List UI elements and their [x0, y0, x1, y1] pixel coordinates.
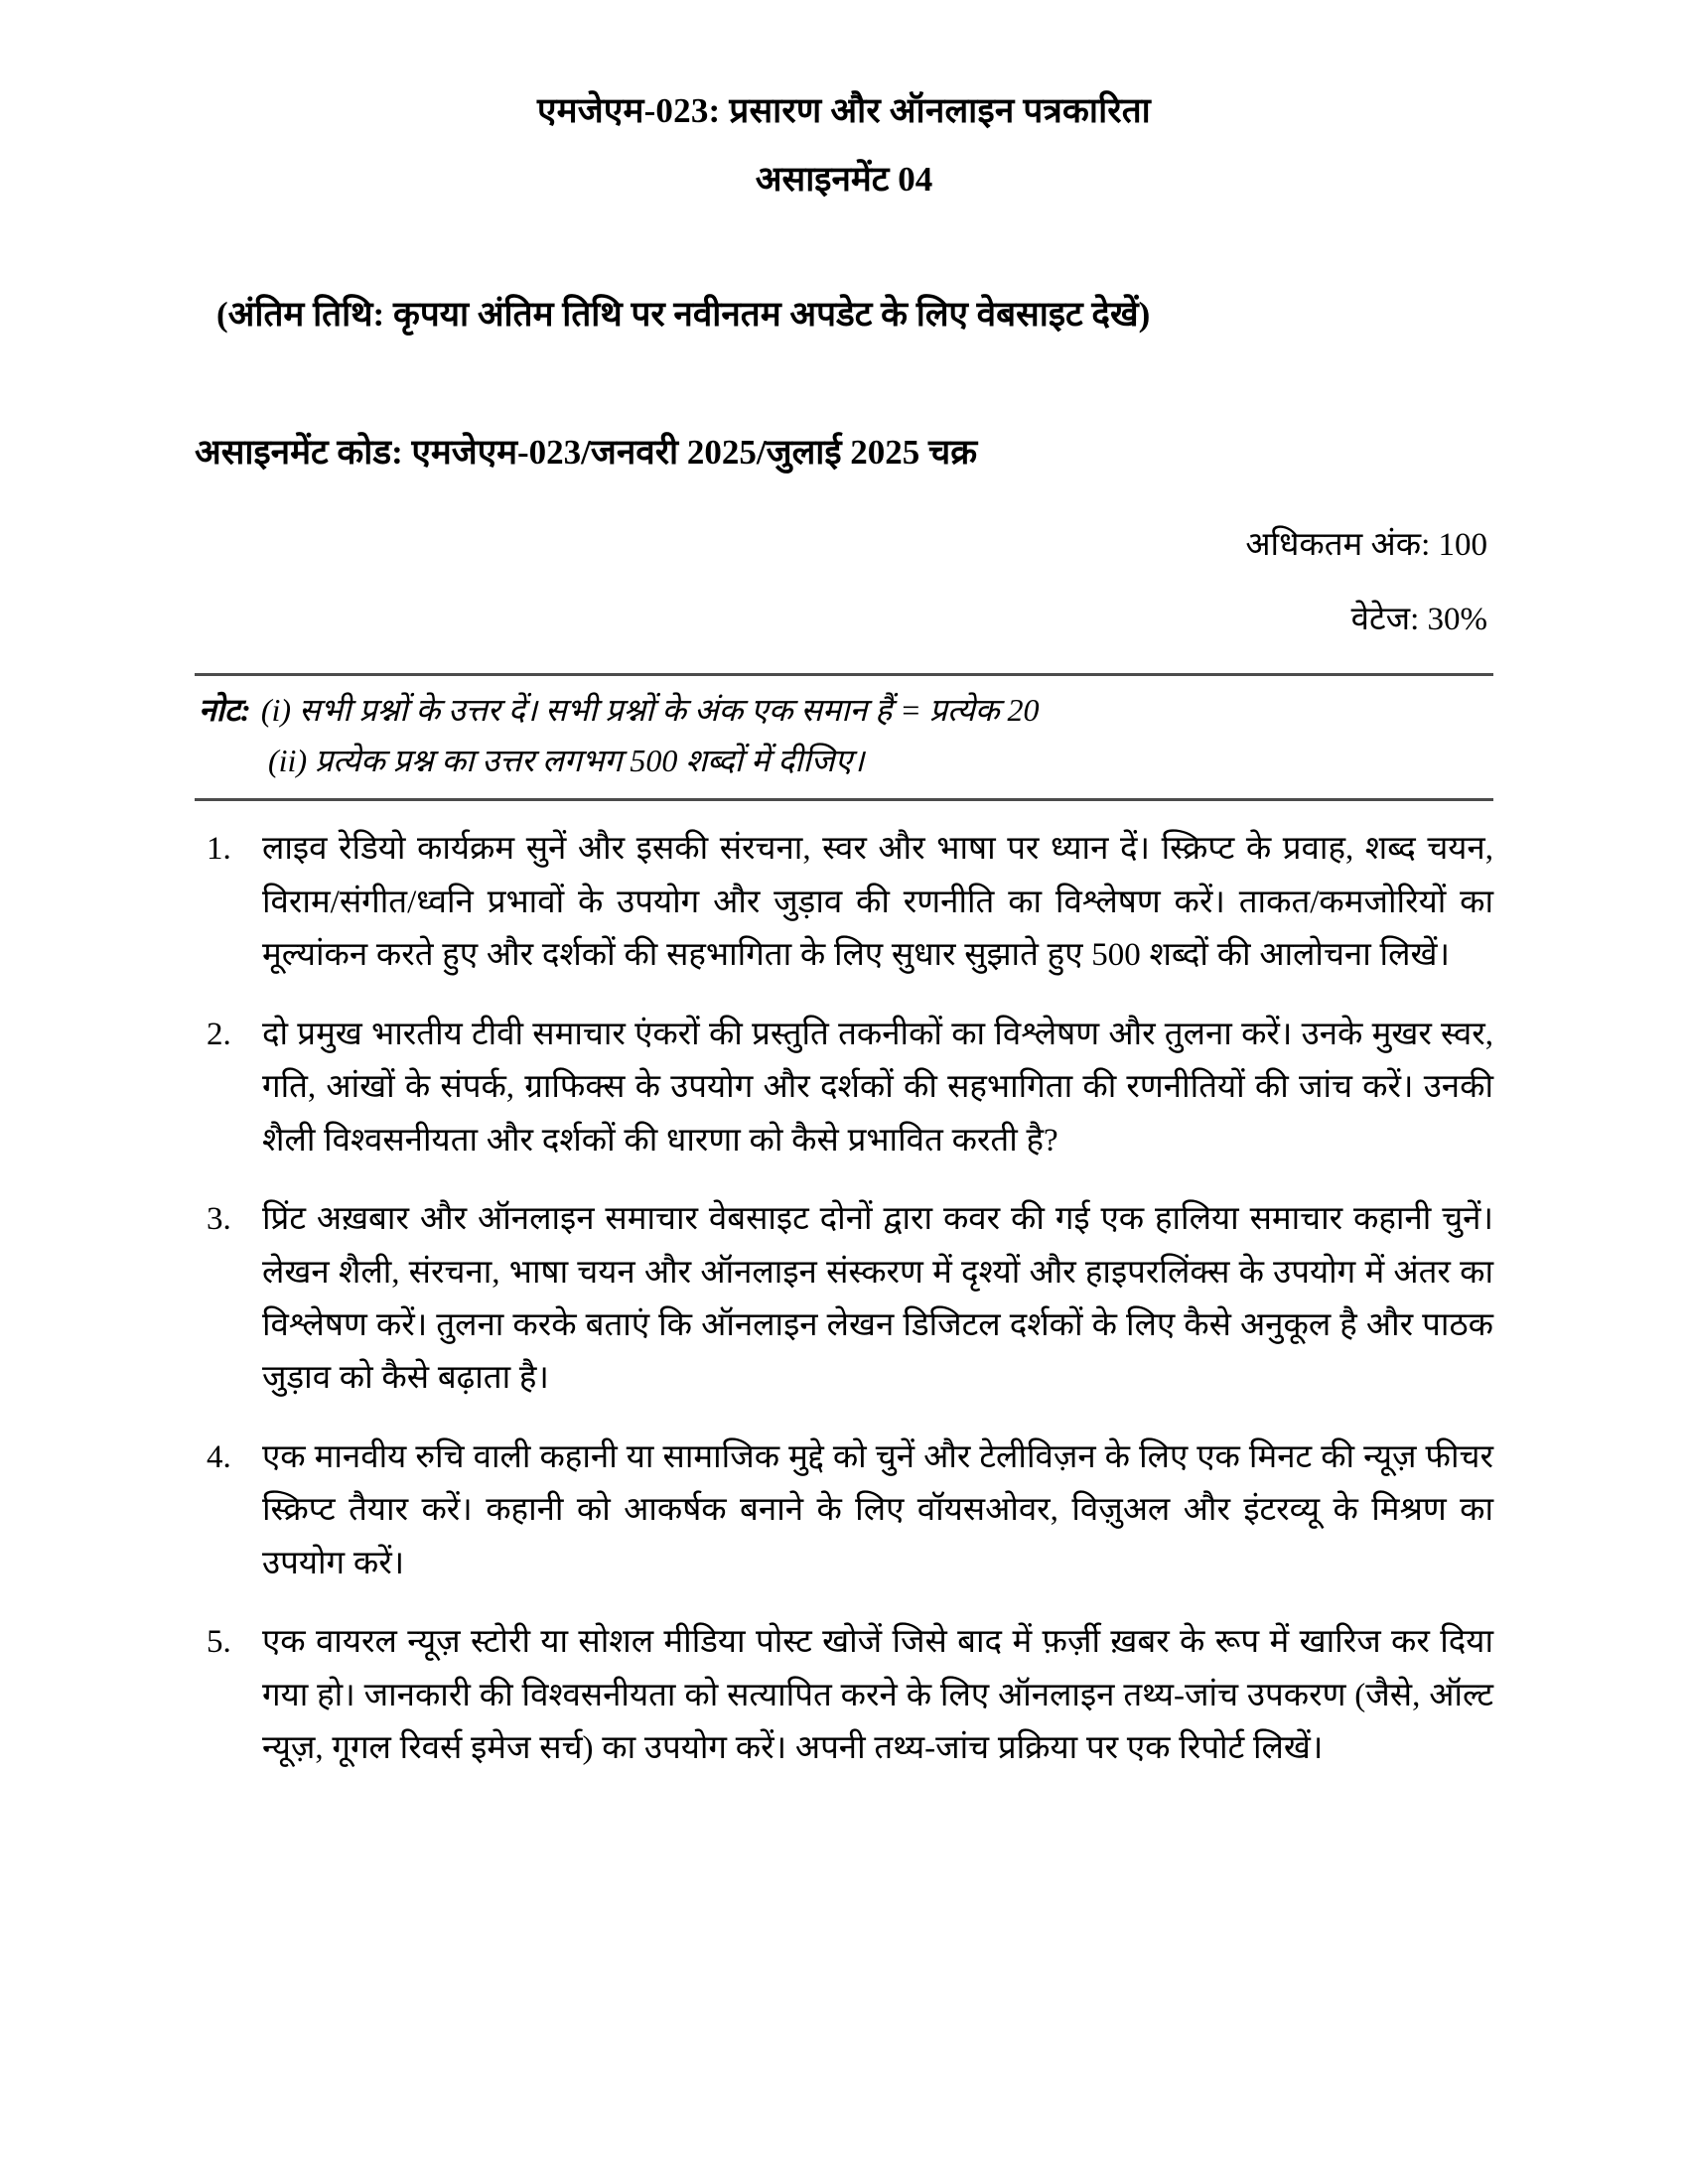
- question-number: 5.: [207, 1624, 231, 1661]
- question-number: 4.: [207, 1438, 231, 1475]
- assignment-title: असाइनमेंट 04: [755, 160, 933, 200]
- question-text: एक वायरल न्यूज़ स्टोरी या सोशल मीडिया पोस्ट खोजें जिसे बाद में फ़र्ज़ी ख़बर के रूप में खारिज कर दिया गया हो। जानकारी की विश्वसनीयता को सत्यापित करने के लिए ऑनलाइन तथ्य-जांच उपकरण (जैसे, ऑल्ट न्यूज़, गूगल रिवर्स इमेज सर्च) का उपयोग करें। अपनी तथ्य-जांच प्रक्रिया पर एक रिपोर्ट लिखें।: [262, 1624, 1493, 1767]
- question-number: 1.: [207, 831, 231, 868]
- question-item: [195, 1009, 1493, 1167]
- deadline-note: (अंतिम तिथि: कृपया अंतिम तिथि पर नवीनतम अपडेट के लिए वेबसाइट देखें): [216, 294, 1151, 334]
- question-text: दो प्रमुख भारतीय टीवी समाचार एंकरों की प्रस्तुति तकनीकों का विश्लेषण और तुलना करें। उनके मुखर स्वर, गति, आंखों के संपर्क, ग्राफिक्स के उपयोग और दर्शकों की सहभागिता की रणनीतियों की जांच करें। उनकी शैली विश्वसनीयता और दर्शकों की धारणा को कैसे प्रभावित करती है?: [262, 1016, 1493, 1159]
- note-box: [195, 673, 1493, 801]
- note-line-two: (ii) प्रत्येक प्रश्न का उत्तर लगभग 500 शब्दों में दीजिए।: [268, 742, 865, 778]
- note-text-one: (i) सभी प्रश्नों के उत्तर दें। सभी प्रश्नों के अंक एक समान हैं = प्रत्येक 20: [260, 692, 1040, 729]
- note-line-one: [195, 686, 1493, 735]
- course-title: एमजेएम-023: प्रसारण और ऑनलाइन पत्रकारिता: [537, 91, 1151, 130]
- maximum-marks: अधिकतम अंक: 100: [1245, 527, 1487, 563]
- weightage: वेटेज: 30%: [1350, 601, 1487, 637]
- assignment-code: असाइनमेंट कोड: एमजेएम-023/जनवरी 2025/जुलाई 2025 चक्र: [195, 432, 978, 472]
- question-item: [195, 1432, 1493, 1590]
- question-item: [195, 1193, 1493, 1406]
- question-item: [195, 823, 1493, 982]
- question-text: प्रिंट अख़बार और ऑनलाइन समाचार वेबसाइट दोनों द्वारा कवर की गई एक हालिया समाचार कहानी चुनें। लेखन शैली, संरचना, भाषा चयन और ऑनलाइन संस्करण में दृश्यों और हाइपरलिंक्स के उपयोग में अंतर का विश्लेषण करें। तुलना करके बताएं कि ऑनलाइन लेखन डिजिटल दर्शकों के लिए कैसे अनुकूल है और पाठक जुड़ाव को कैसे बढ़ाता है।: [262, 1201, 1493, 1397]
- note-label: नोट:: [199, 692, 251, 729]
- question-number: 3.: [207, 1201, 231, 1238]
- question-text: लाइव रेडियो कार्यक्रम सुनें और इसकी संरचना, स्वर और भाषा पर ध्यान दें। स्क्रिप्ट के प्रवाह, शब्द चयन, विराम/संगीत/ध्वनि प्रभावों के उपयोग और जुड़ाव की रणनीति का विश्लेषण करें। ताकत/कमजोरियों का मूल्यांकन करते हुए और दर्शकों की सहभागिता के लिए सुधार सुझाते हुए 500 शब्दों की आलोचना लिखें।: [262, 831, 1493, 974]
- questions-list: [195, 801, 1493, 1775]
- question-item: [195, 1616, 1493, 1775]
- question-number: 2.: [207, 1016, 231, 1052]
- question-text: एक मानवीय रुचि वाली कहानी या सामाजिक मुद्दे को चुनें और टेलीविज़न के लिए एक मिनट की न्यूज़ फीचर स्क्रिप्ट तैयार करें। कहानी को आकर्षक बनाने के लिए वॉयसओवर, विज़ुअल और इंटरव्यू के मिश्रण का उपयोग करें।: [262, 1438, 1493, 1581]
